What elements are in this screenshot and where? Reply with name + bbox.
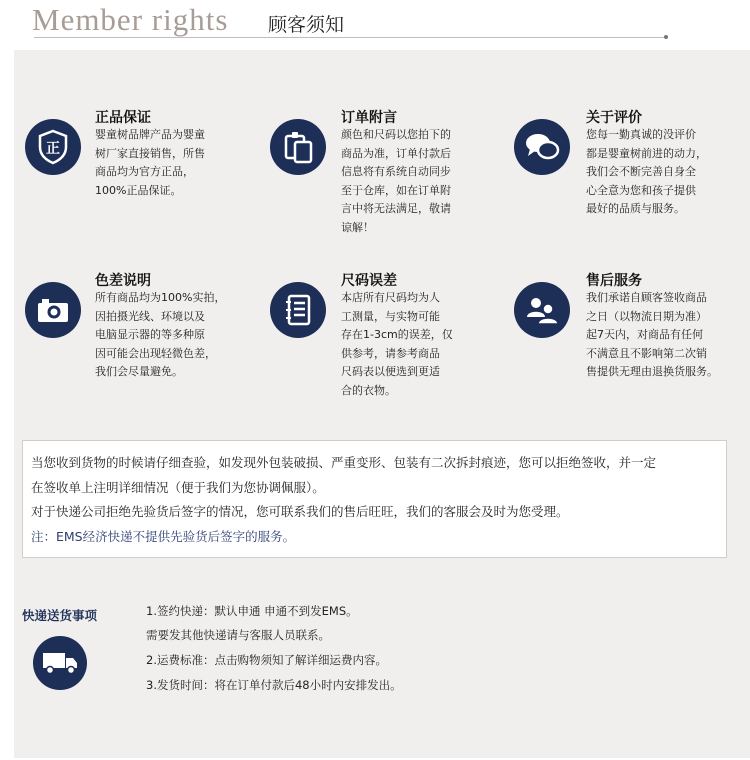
feature-line: 因拍摄光线、环境以及 xyxy=(95,309,205,323)
feature-title: 关于评价 xyxy=(586,110,642,126)
users-icon xyxy=(514,282,570,338)
notice-line: 当您收到货物的时候请仔细查验，如发现外包装破损、严重变形、包装有二次拆封痕迹，您可以拒绝签收，并一定 xyxy=(31,455,657,470)
feature-line: 起7天内，对商品有任何 xyxy=(586,328,703,341)
feature-line: 婴童树品牌产品为婴童 xyxy=(95,128,205,141)
svg-text:正: 正 xyxy=(46,141,60,157)
header-divider-dot xyxy=(664,35,668,39)
feature-title: 售后服务 xyxy=(586,273,642,289)
shipping-line: 需要发其他快递请与客服人员联系。 xyxy=(146,628,330,642)
camera-icon xyxy=(25,282,81,338)
feature-line: 所有商品均为100%实拍， xyxy=(95,291,226,304)
feature-line: 信息将有系统自动同步 xyxy=(341,165,451,178)
feature-line: 都是婴童树前进的动力， xyxy=(586,146,707,160)
feature-body xyxy=(341,126,451,237)
feature-line: 供参考，请参考商品 xyxy=(341,346,440,360)
feature-title: 尺码误差 xyxy=(341,273,397,289)
feature-size-error xyxy=(270,273,500,422)
header-divider xyxy=(34,37,666,38)
delivery-notice-box xyxy=(22,440,727,558)
feature-title: 订单附言 xyxy=(341,110,397,126)
feature-order-notes xyxy=(270,110,500,259)
feature-reviews xyxy=(514,110,744,239)
feature-line: 心全意为您和孩子提供 xyxy=(586,183,696,197)
feature-line: 之日（以物流日期为准） xyxy=(586,309,707,323)
feature-body xyxy=(95,289,225,382)
feature-body xyxy=(586,126,707,219)
feature-line: 至于仓库，如在订单附 xyxy=(341,183,451,197)
feature-line: 存在1-3cm的误差，仅 xyxy=(341,328,453,341)
feature-line: 商品为准，订单付款后 xyxy=(341,146,451,160)
header xyxy=(0,0,750,44)
feature-body xyxy=(341,289,453,400)
feature-after-sales xyxy=(514,273,744,402)
notebook-icon xyxy=(270,282,326,338)
clipboard-icon xyxy=(270,119,326,175)
feature-line: 工测量，与实物可能 xyxy=(341,309,440,323)
notice-line: 对于快递公司拒绝先验货后签字的情况，您可联系我们的售后旺旺，我们的客服会及时为您受理。 xyxy=(31,504,569,519)
header-title-en: Member rights xyxy=(32,2,229,37)
feature-title: 正品保证 xyxy=(95,110,151,126)
feature-color-difference xyxy=(25,273,255,402)
feature-line: 商品均为官方正品， xyxy=(95,165,194,178)
shipping-line: 1.签约快递：默认申通 申通不到发EMS。 xyxy=(146,604,358,618)
feature-title: 色差说明 xyxy=(95,273,151,289)
shipping-line: 3.发货时间：将在订单付款后48小时内安排发出。 xyxy=(146,678,402,692)
feature-line: 尺码表以便选到更适 xyxy=(341,365,440,378)
feature-line: 树厂家直接销售，所售 xyxy=(95,146,205,160)
header-title-cn: 顾客须知 xyxy=(268,14,345,36)
notice-line: 在签收单上注明详细情况（便于我们为您协调佩服）。 xyxy=(31,480,325,495)
feature-line: 100%正品保证。 xyxy=(95,183,182,197)
feature-authentic-guarantee xyxy=(25,110,255,239)
shield-icon xyxy=(25,119,81,175)
feature-line: 合的衣物。 xyxy=(341,383,396,397)
feature-body xyxy=(95,126,205,200)
feature-line: 电脑显示器的等多种原 xyxy=(95,328,205,341)
feature-line: 我们会不断完善自身全 xyxy=(586,165,696,178)
shipping-title: 快递送货事项 xyxy=(22,608,98,623)
feature-line: 您每一勤真诚的没评价 xyxy=(586,128,696,141)
feature-line: 我们会尽量避免。 xyxy=(95,365,183,378)
feature-line: 最好的品质与服务。 xyxy=(586,202,685,215)
feature-line: 言中将无法满足，敬请 xyxy=(341,202,451,215)
feature-line: 我们承诺自顾客签收商品 xyxy=(586,291,707,304)
feature-line: 售提供无理由退换货服务。 xyxy=(586,365,718,378)
chat-bubbles-icon xyxy=(514,119,570,175)
feature-line: 不满意且不影响第二次销 xyxy=(586,346,707,360)
notice-ems-note: 注：EMS经济快递不提供先验货后签字的服务。 xyxy=(31,529,296,544)
delivery-truck-icon xyxy=(33,636,87,690)
feature-line: 谅解！ xyxy=(341,220,374,234)
feature-line: 因可能会出现轻微色差， xyxy=(95,346,216,360)
feature-line: 颜色和尺码以您拍下的 xyxy=(341,128,451,141)
shipping-line: 2.运费标准：点击购物须知了解详细运费内容。 xyxy=(146,653,387,667)
feature-line: 本店所有尺码均为人 xyxy=(341,291,440,304)
feature-body xyxy=(586,289,718,382)
